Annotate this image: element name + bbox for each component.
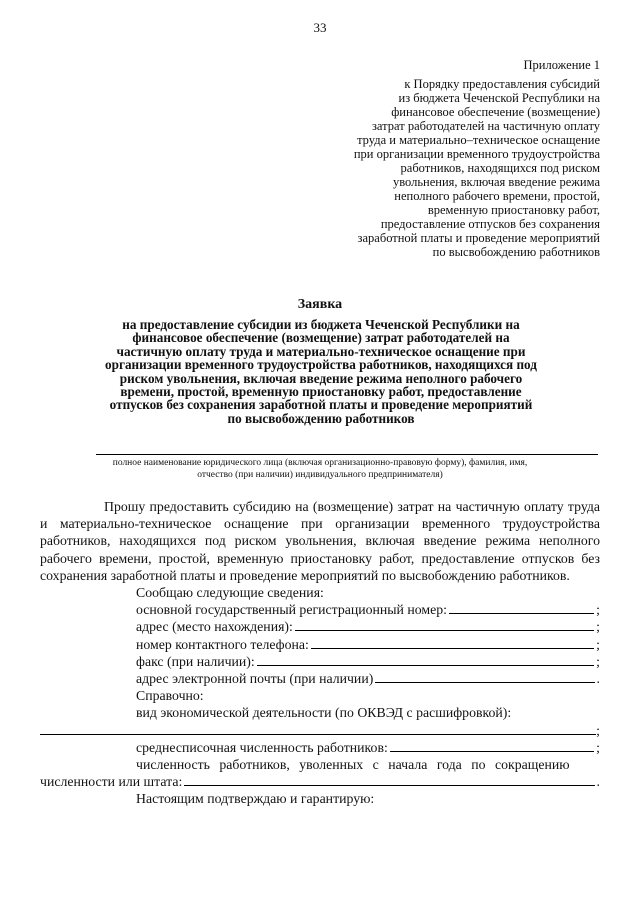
address-row: адрес (место нахождения): ; (136, 619, 600, 635)
appendix-lines (354, 77, 600, 259)
okved-label: вид экономической деятельности (по ОКВЭД с расшифровкой): (136, 705, 512, 721)
appendix-line: увольнения, включая введение режима (392, 175, 600, 189)
appendix-line: при организации временного трудоустройства (353, 147, 600, 161)
fax-label: факс (при наличии): (136, 653, 255, 669)
headcount-row: среднесписочная численность работников: ; (136, 739, 600, 755)
subtitle-line: по высвобождению работников (227, 410, 415, 426)
page-number: 33 (313, 20, 327, 35)
okved-row (40, 704, 600, 721)
appendix-line: предоставление отпусков без сохранения (380, 217, 600, 231)
subtitle-line: на предоставление субсидии из бюджета Чеченской Республики на (122, 317, 520, 332)
appendix-line: неполного рабочего времени, простой, (394, 189, 600, 203)
ogrn-row: основной государственный регистрационный номер: ; (136, 602, 600, 618)
phone-field[interactable] (311, 636, 594, 649)
subtitle-line: времени, простой, временную приостановку работ, предоставление (120, 384, 522, 400)
email-row: адрес электронной почты (при наличии) . (136, 671, 600, 687)
phone-label: номер контактного телефона: (136, 636, 309, 652)
reference-row (40, 687, 600, 704)
appendix-title: Приложение 1 (523, 58, 600, 72)
appendix-header (354, 58, 600, 259)
phone-row: номер контактного телефона: ; (136, 636, 600, 652)
subtitle-line: отпусков без сохранения заработной платы и проведение мероприятий (109, 397, 533, 413)
subtitle-line: частичную оплату труда и материально-техническое оснащение при (116, 343, 526, 359)
email-label: адрес электронной почты (при наличии) (136, 671, 374, 687)
request-paragraph: Прошу предоставить субсидию на (возмещение) затрат на частичную оплату труда и материально-техническое оснащение при организации временного трудоустройства работников, находящихся под риском увольнения, включая введение режима неполного рабочего времени, простой, временную приостановку работ, предоставление отпусков без сохранения заработной платы и проведение мероприятий по высвобождению работников. (40, 499, 600, 583)
caption-line: отчество (при наличии) индивидуального предпринимателя) (197, 470, 443, 480)
dismissed-field[interactable] (184, 773, 594, 786)
reference-label: Справочно: (136, 688, 204, 704)
document-subtitle (90, 318, 552, 425)
dismissed-label-1: численность работников, уволенных с начала года по сокращению (136, 757, 570, 773)
okved-fill-row: ; (40, 722, 600, 739)
dismissed-row-2: численности или штата: . (40, 774, 600, 790)
application-body (40, 498, 600, 808)
applicant-name-line[interactable] (96, 454, 598, 455)
headcount-field[interactable] (390, 739, 594, 752)
subtitle-line: финансовое обеспечение (возмещение) затрат работодателей на (132, 330, 510, 346)
ogrn-field[interactable] (449, 601, 594, 614)
okved-field[interactable] (40, 722, 596, 735)
fax-row: факс (при наличии): ; (136, 653, 600, 669)
confirm-text: Настоящим подтверждаю и гарантирую: (136, 791, 375, 807)
appendix-line: финансовое обеспечение (возмещение) (391, 105, 600, 119)
appendix-line: затрат работодателей на частичную оплату (371, 119, 600, 133)
info-intro-text: Сообщаю следующие сведения: (136, 585, 324, 601)
appendix-line: заработной платы и проведение мероприятий (357, 231, 600, 245)
confirm-row (40, 790, 600, 807)
appendix-line: работников, находящихся под риском (400, 161, 600, 175)
appendix-line: труда и материально–техническое оснащение (357, 133, 600, 147)
email-field[interactable] (375, 670, 594, 683)
ogrn-label: основной государственный регистрационный номер: (136, 602, 447, 618)
dismissed-row (40, 756, 600, 773)
applicant-name-caption (40, 457, 600, 481)
subtitle-line: организации временного трудоустройства работников, находящихся под (105, 357, 537, 373)
info-intro (40, 584, 600, 601)
address-field[interactable] (295, 618, 594, 631)
appendix-line: по высвобождению работников (432, 245, 600, 259)
headcount-label: среднесписочная численность работников: (136, 739, 388, 755)
address-label: адрес (место нахождения): (136, 619, 293, 635)
appendix-line: к Порядку предоставления субсидий (404, 77, 600, 91)
caption-line: полное наименование юридического лица (включая организационно-правовую форму), фамилия, имя, (112, 458, 528, 468)
document-title: Заявка (297, 297, 343, 312)
appendix-line: из бюджета Чеченской Республики на (398, 91, 600, 105)
appendix-line: временную приостановку работ, (427, 203, 600, 217)
dismissed-label-2: численности или штата: (40, 774, 183, 790)
subtitle-line: риском увольнения, включая введение режима неполного рабочего (119, 370, 523, 386)
fax-field[interactable] (257, 653, 594, 666)
